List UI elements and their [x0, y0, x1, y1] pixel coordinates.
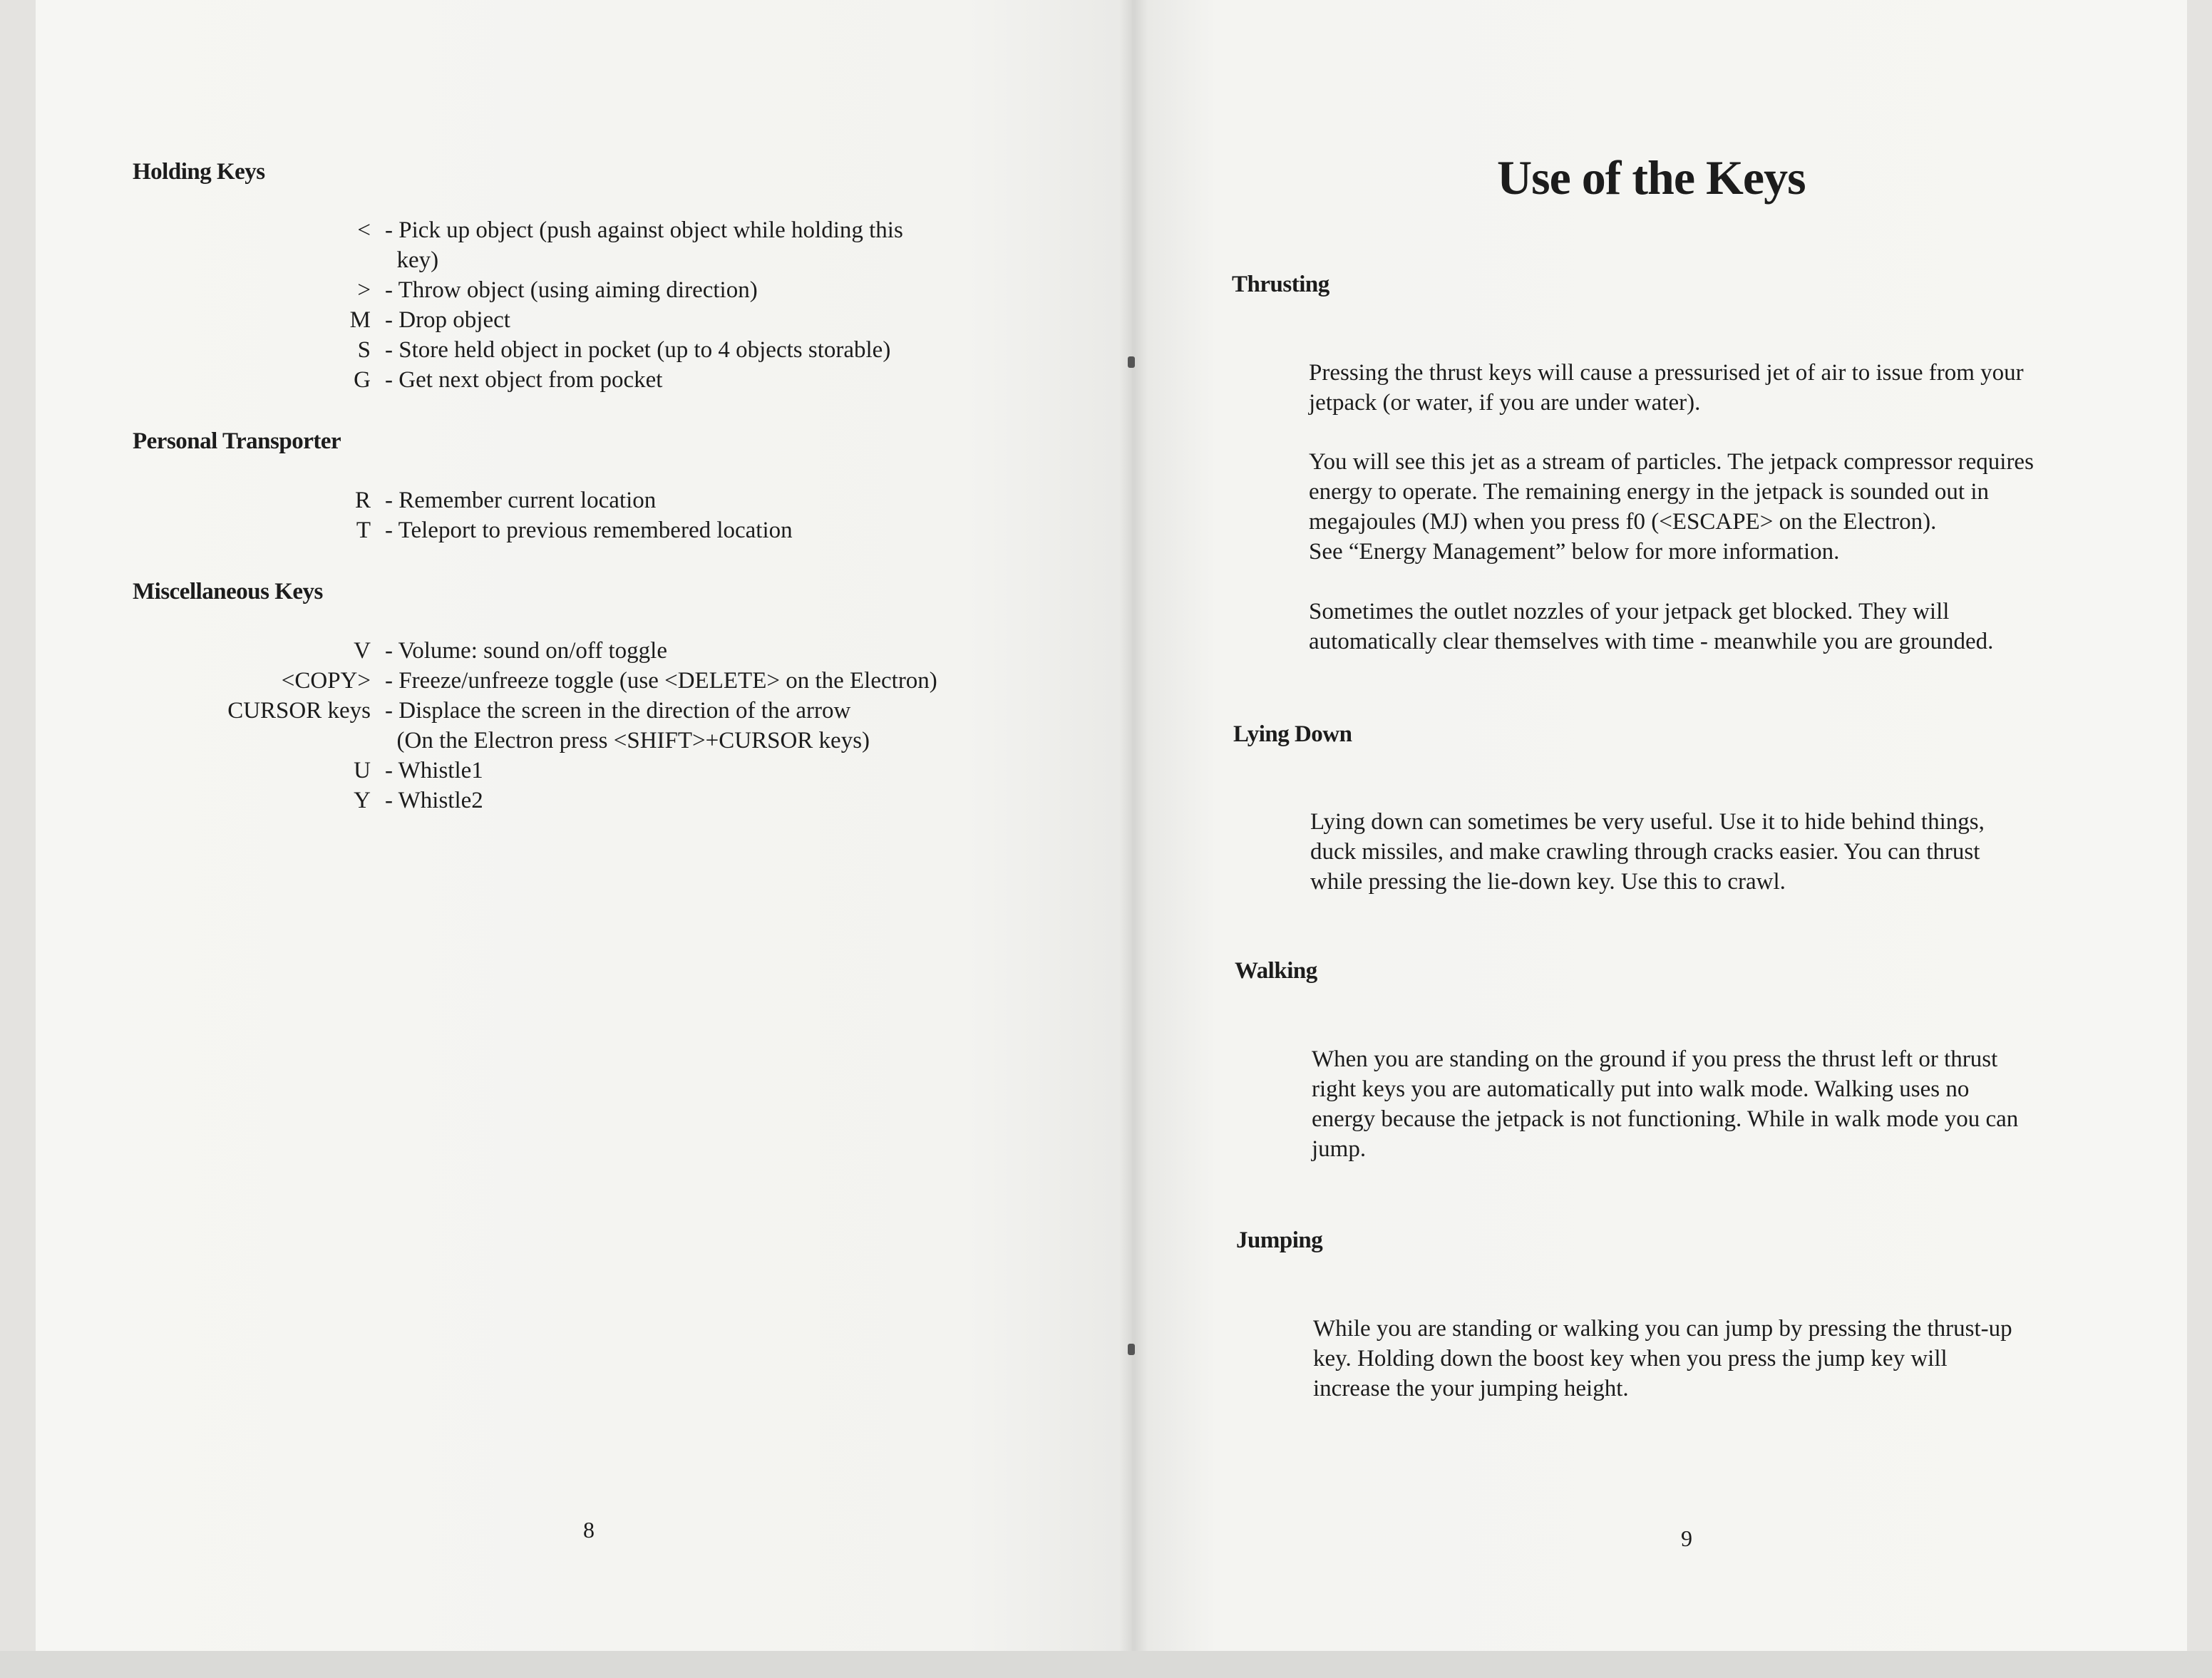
scan-background — [0, 1651, 2212, 1678]
walking-heading: Walking — [1235, 958, 1317, 984]
key-name: <COPY> — [281, 668, 371, 694]
key-name: CURSOR keys — [227, 698, 371, 724]
walking-paragraph — [1312, 1044, 2018, 1164]
key-name: > — [357, 277, 371, 303]
key-description: - Get next object from pocket — [385, 367, 663, 393]
paragraph-line: right keys you are automatically put into walk mode. Walking uses no — [1312, 1076, 1970, 1102]
key-name: G — [354, 367, 371, 393]
key-description: - Store held object in pocket (up to 4 objects storable) — [385, 337, 891, 363]
paragraph-line: duck missiles, and make crawling through cracks easier. You can thrust — [1310, 839, 1980, 865]
thrusting-paragraph-1 — [1309, 358, 2024, 418]
paragraph-line: energy to operate. The remaining energy in the jetpack is sounded out in — [1309, 479, 1989, 505]
paragraph-line: While you are standing or walking you can jump by pressing the thrust-up — [1313, 1316, 2012, 1342]
key-description: - Whistle2 — [385, 788, 483, 813]
key-description: - Freeze/unfreeze toggle (use <DELETE> on the Electron) — [385, 668, 937, 694]
holding-keys-heading: Holding Keys — [133, 159, 265, 185]
thrusting-paragraph-3 — [1309, 597, 1993, 657]
paragraph-line: while pressing the lie-down key. Use this to crawl. — [1310, 869, 1786, 895]
page-title: Use of the Keys — [1497, 150, 1806, 205]
paragraph-line: You will see this jet as a stream of particles. The jetpack compressor requires — [1309, 449, 2034, 475]
key-description: - Volume: sound on/off toggle — [385, 638, 667, 664]
page-number-right: 9 — [1681, 1525, 1692, 1551]
paragraph-line: jump. — [1312, 1136, 1367, 1162]
key-description: - Teleport to previous remembered location — [385, 518, 793, 543]
paragraph-line: Pressing the thrust keys will cause a pressurised jet of air to issue from your — [1309, 360, 2024, 386]
paragraph-line: Lying down can sometimes be very useful. Use it to hide behind things, — [1310, 809, 1985, 835]
left-page — [36, 0, 1132, 1651]
key-name: Y — [354, 788, 371, 813]
staple-bottom — [1128, 1344, 1135, 1355]
key-description: (On the Electron press <SHIFT>+CURSOR keys) — [385, 728, 870, 753]
paragraph-line: megajoules (MJ) when you press f0 (<ESCAPE> on the Electron). — [1309, 509, 1937, 535]
paragraph-line: See “Energy Management” below for more information. — [1309, 539, 1840, 565]
paragraph-line: When you are standing on the ground if you press the thrust left or thrust — [1312, 1046, 1998, 1072]
key-name: V — [354, 638, 371, 664]
key-name: T — [356, 518, 371, 543]
page-number-left: 8 — [583, 1517, 595, 1543]
key-description: - Drop object — [385, 307, 510, 333]
staple-top — [1128, 356, 1135, 368]
key-description: - Throw object (using aiming direction) — [385, 277, 758, 303]
paragraph-line: automatically clear themselves with time - meanwhile you are grounded. — [1309, 629, 1994, 654]
lying-down-heading: Lying Down — [1233, 721, 1352, 747]
jumping-paragraph — [1313, 1314, 2012, 1404]
thrusting-heading: Thrusting — [1232, 272, 1329, 297]
paragraph-line: increase the your jumping height. — [1313, 1376, 1629, 1401]
personal-transporter-heading: Personal Transporter — [133, 428, 341, 454]
key-description: key) — [385, 247, 439, 273]
lying-down-paragraph — [1310, 807, 1985, 897]
key-description: - Whistle1 — [385, 758, 483, 783]
miscellaneous-keys-heading: Miscellaneous Keys — [133, 579, 323, 604]
jumping-heading: Jumping — [1236, 1227, 1323, 1253]
key-description: - Displace the screen in the direction of the arrow — [385, 698, 851, 724]
key-description: - Pick up object (push against object while holding this — [385, 217, 903, 243]
key-name: M — [349, 307, 371, 333]
paragraph-line: key. Holding down the boost key when you press the jump key will — [1313, 1346, 1948, 1371]
key-name: U — [354, 758, 371, 783]
thrusting-paragraph-2 — [1309, 447, 2034, 567]
paragraph-line: energy because the jetpack is not functioning. While in walk mode you can — [1312, 1106, 2019, 1132]
page-gutter — [1119, 0, 1148, 1651]
key-description: - Remember current location — [385, 488, 657, 513]
key-name: R — [354, 488, 371, 513]
key-name: S — [357, 337, 371, 363]
paragraph-line: jetpack (or water, if you are under water). — [1309, 390, 1701, 416]
key-name: < — [357, 217, 371, 243]
paragraph-line: Sometimes the outlet nozzles of your jetpack get blocked. They will — [1309, 599, 1950, 624]
